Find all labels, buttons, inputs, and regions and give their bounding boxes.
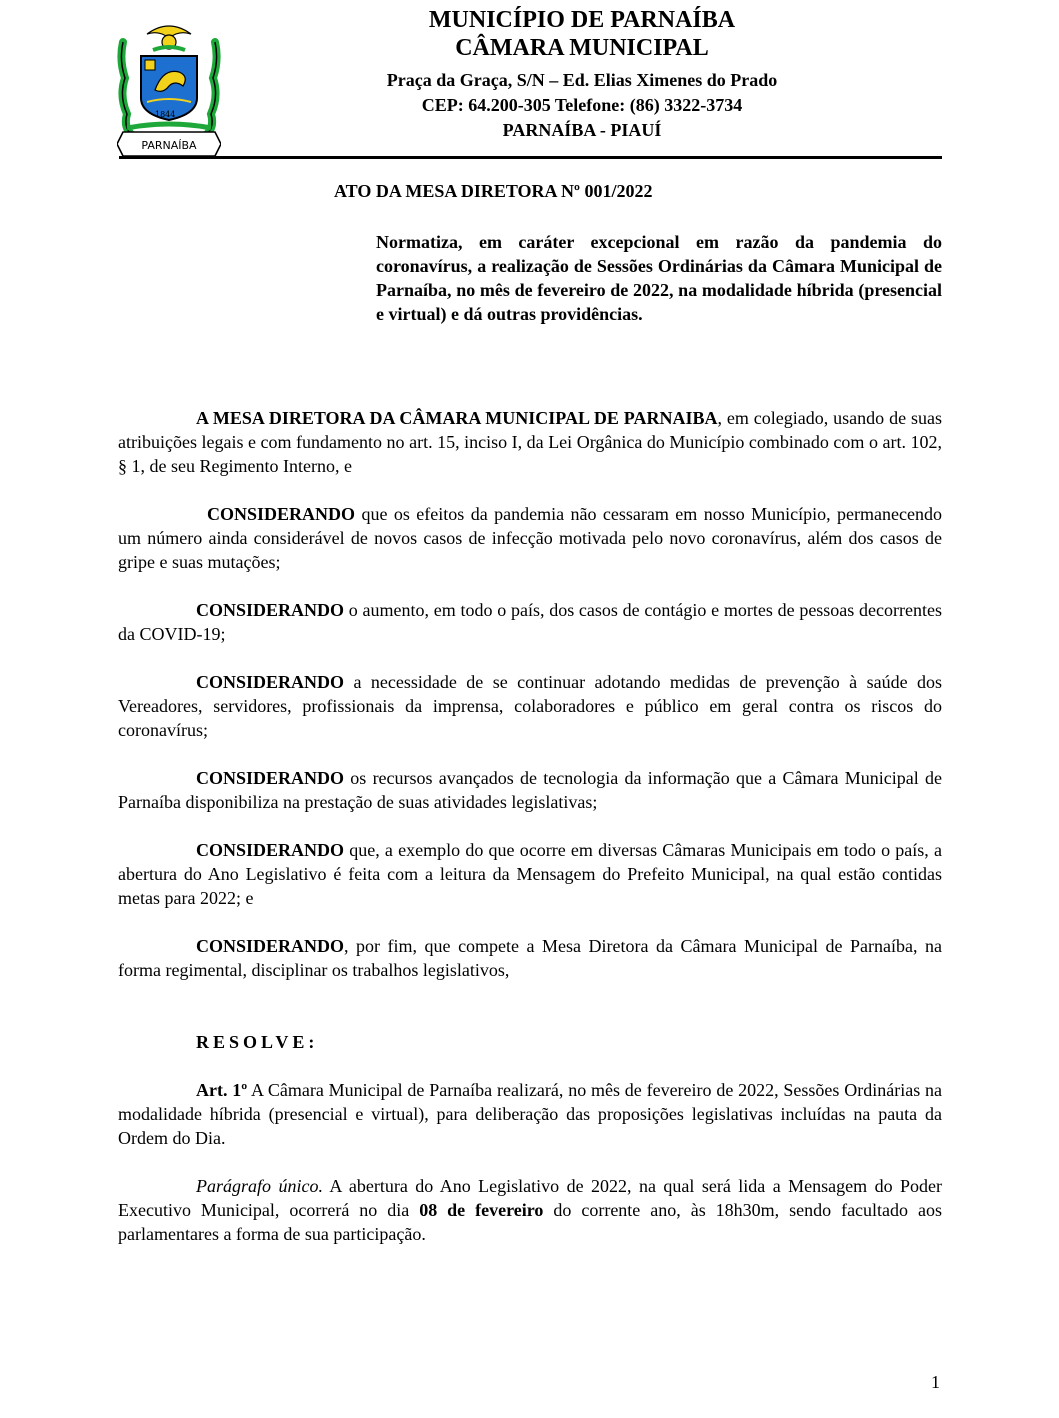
considerando-label: CONSIDERANDO: [196, 672, 345, 692]
document-body: [118, 406, 942, 1246]
preamble-heading: A MESA DIRETORA DA CÂMARA MUNICIPAL DE PARNAIBA: [196, 408, 718, 428]
considerando-label: CONSIDERANDO: [196, 936, 345, 956]
considerando-text: os recursos avançados de tecnologia da informação que a Câmara Municipal de Parnaíba disponibiliza na prestação de suas atividades legislativas;: [118, 768, 942, 812]
considerando-label: CONSIDERANDO: [196, 840, 345, 860]
considerando-paragraph: [118, 670, 942, 742]
considerando-paragraph: [118, 598, 942, 646]
considerando-label: CONSIDERANDO: [196, 600, 345, 620]
article-1-text: A Câmara Municipal de Parnaíba realizará, no mês de fevereiro de 2022, Sessões Ordinárias na modalidade híbrida (presencial e virtual), para deliberação das proposições legislativas incluídas na pauta da Ordem do Dia.: [118, 1080, 942, 1148]
article-1: [118, 1078, 942, 1150]
considerando-paragraph: [118, 766, 942, 814]
city-state-line: PARNAÍBA - PIAUÍ: [502, 120, 662, 140]
sole-paragraph-text-end: do corrente ano, às 18h30m, sendo facultado aos parlamentares a forma de sua participação.: [118, 1200, 942, 1244]
municipality-name: MUNICÍPIO DE PARNAÍBA: [428, 7, 736, 33]
page-number: 1: [931, 1372, 940, 1392]
opening-date: 08 de fevereiro: [419, 1200, 544, 1220]
considerando-paragraph: [118, 838, 942, 910]
considerando-text: o aumento, em todo o país, dos casos de contágio e mortes de pessoas decorrentes da COVID-19;: [118, 600, 942, 644]
ementa: Normatiza, em caráter excepcional em razão da pandemia do coronavírus, a realização de Sessões Ordinárias da Câmara Municipal de Parnaíba, no mês de fevereiro de 2022, na modalidade híbrida (presencial e virtual) e dá outras providências.: [376, 232, 942, 324]
document-title: ATO DA MESA DIRETORA Nº 001/2022: [334, 181, 653, 201]
resolve-heading: RESOLVE:: [196, 1032, 319, 1052]
municipal-crest-logo: [117, 20, 221, 156]
sole-paragraph: [118, 1174, 942, 1246]
preamble-text: , em colegiado, usando de suas atribuições legais e com fundamento no art. 15, inciso I, da Lei Orgânica do Município combinado com o art. 102, § 1, de seu Regimento Interno, e: [118, 408, 942, 476]
letterhead-text: [221, 6, 943, 143]
considerando-paragraph: [118, 934, 942, 982]
preamble-paragraph: [118, 406, 942, 478]
chamber-name: CÂMARA MUNICIPAL: [455, 35, 709, 61]
sole-paragraph-text-start: A abertura do Ano Legislativo de 2022, na qual será lida a Mensagem do Poder Executivo Municipal, ocorrerá no dia: [118, 1176, 943, 1220]
considerando-paragraph: [118, 502, 942, 574]
address-line: Praça da Graça, S/N – Ed. Elias Ximenes do Prado: [386, 70, 778, 90]
crest-ribbon-label: PARNAÍBA: [141, 139, 197, 152]
considerando-label: CONSIDERANDO: [207, 504, 356, 524]
letterhead: [117, 6, 943, 156]
contact-line: CEP: 64.200-305 Telefone: (86) 3322-3734: [421, 95, 743, 115]
considerando-text: que, a exemplo do que ocorre em diversas Câmaras Municipais em todo o país, a abertura do Ano Legislativo é feita com a leitura da Mensagem do Prefeito Municipal, na qual estão contidas metas para 2022; e: [118, 840, 942, 908]
svg-text:1844: 1844: [155, 110, 176, 119]
considerando-label: CONSIDERANDO: [196, 768, 345, 788]
considerando-text: , por fim, que compete a Mesa Diretora da Câmara Municipal de Parnaíba, na forma regimental, disciplinar os trabalhos legislativos,: [118, 936, 942, 980]
considerando-text: que os efeitos da pandemia não cessaram em nosso Município, permanecendo um número ainda considerável de novos casos de infecção motivada pelo novo coronavírus, além dos casos de gripe e suas mutações;: [118, 504, 942, 572]
article-1-label: Art. 1º: [196, 1080, 248, 1100]
sole-paragraph-label: Parágrafo único.: [196, 1176, 323, 1196]
header-divider: [119, 156, 942, 159]
considerando-text: a necessidade de se continuar adotando medidas de prevenção à saúde dos Vereadores, servidores, profissionais da imprensa, colaboradores e público em geral contra os riscos do coronavírus;: [118, 672, 942, 740]
